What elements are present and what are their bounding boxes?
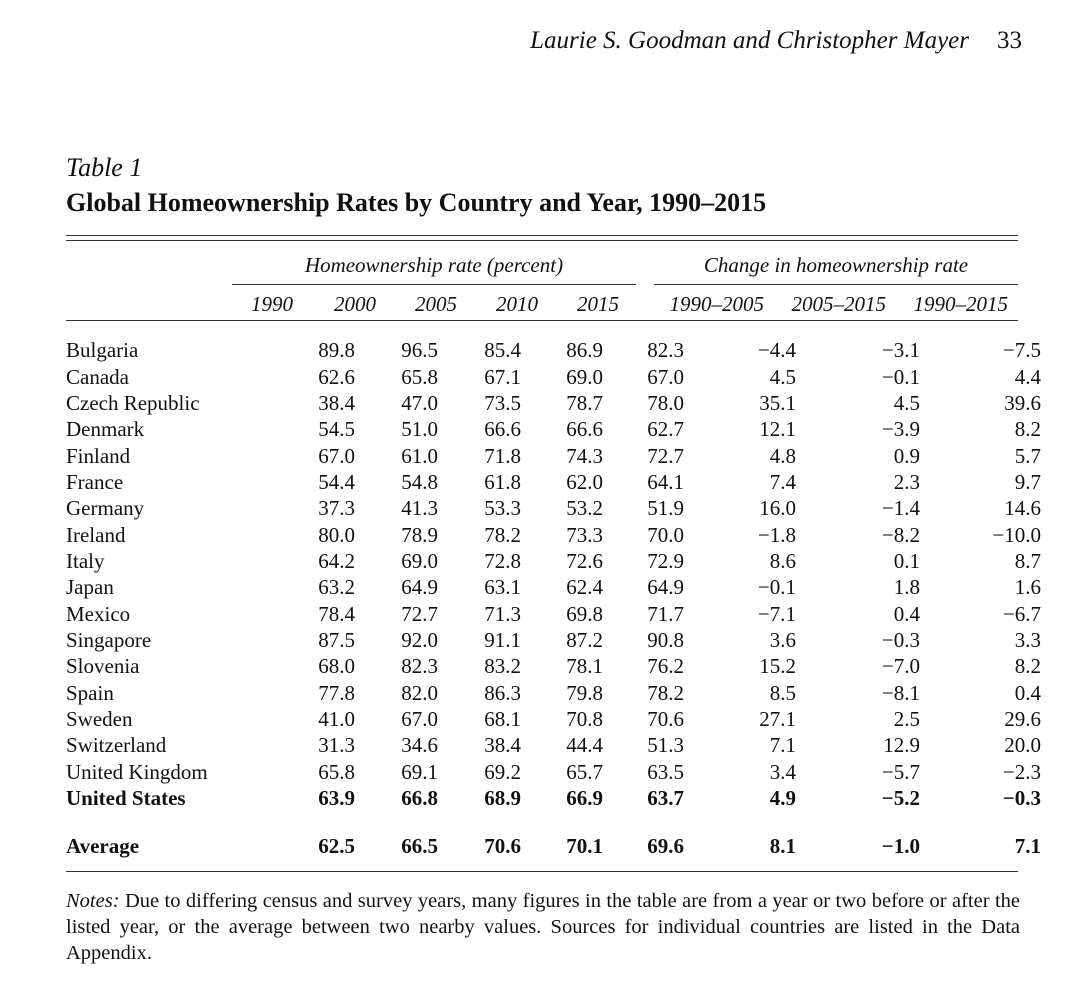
value-cell: 39.6 bbox=[1004, 390, 1041, 415]
value-cell: 38.4 bbox=[484, 733, 521, 758]
value-cell: 78.9 bbox=[401, 522, 438, 547]
table-row bbox=[66, 521, 1041, 547]
value-cell: −7.0 bbox=[881, 654, 920, 679]
value-cell: 7.1 bbox=[1014, 834, 1041, 859]
country-cell: Bulgaria bbox=[66, 338, 139, 363]
value-cell: 89.8 bbox=[318, 338, 355, 363]
value-cell: 70.6 bbox=[484, 834, 521, 859]
value-cell: 14.6 bbox=[1004, 496, 1041, 521]
table-title: Global Homeownership Rates by Country and Year, 1990–2015 bbox=[66, 188, 767, 217]
value-cell: 8.5 bbox=[769, 680, 796, 705]
value-cell: 64.9 bbox=[401, 575, 438, 600]
value-cell: 67.0 bbox=[401, 706, 438, 731]
value-cell: 4.9 bbox=[769, 786, 796, 811]
value-cell: 51.0 bbox=[401, 417, 438, 442]
value-cell: 73.5 bbox=[484, 390, 521, 415]
notes-label: Notes: bbox=[66, 890, 120, 912]
value-cell: 76.2 bbox=[647, 654, 684, 679]
value-cell: 65.8 bbox=[401, 364, 438, 389]
value-cell: 66.6 bbox=[566, 417, 603, 442]
value-cell: 69.8 bbox=[566, 601, 603, 626]
country-cell: Average bbox=[66, 834, 140, 859]
value-cell: 63.9 bbox=[318, 786, 355, 811]
value-cell: 65.7 bbox=[566, 759, 603, 784]
value-cell: 66.9 bbox=[566, 786, 603, 811]
value-cell: 37.3 bbox=[318, 496, 355, 521]
value-cell: −8.2 bbox=[881, 522, 920, 547]
value-cell: 51.9 bbox=[647, 496, 684, 521]
value-cell: 64.2 bbox=[318, 548, 355, 573]
column-header: 2015 bbox=[577, 292, 619, 316]
value-cell: 8.2 bbox=[1014, 654, 1041, 679]
table-row bbox=[66, 653, 1041, 679]
value-cell: 63.1 bbox=[484, 575, 521, 600]
value-cell: 61.0 bbox=[401, 443, 438, 468]
value-cell: 92.0 bbox=[401, 627, 438, 652]
table-row bbox=[66, 337, 1041, 363]
value-cell: 62.5 bbox=[318, 834, 355, 859]
value-cell: 82.3 bbox=[647, 338, 684, 363]
country-cell: United States bbox=[66, 786, 186, 811]
value-cell: 16.0 bbox=[759, 496, 796, 521]
value-cell: −0.1 bbox=[757, 575, 796, 600]
value-cell: 82.3 bbox=[401, 654, 438, 679]
value-cell: 80.0 bbox=[318, 522, 355, 547]
value-cell: 91.1 bbox=[484, 627, 521, 652]
value-cell: 66.6 bbox=[484, 417, 521, 442]
value-cell: 74.3 bbox=[566, 443, 603, 468]
value-cell: 67.0 bbox=[318, 443, 355, 468]
value-cell: 71.7 bbox=[647, 601, 684, 626]
value-cell: 62.4 bbox=[566, 575, 603, 600]
column-header: 1990–2005 bbox=[669, 292, 764, 316]
value-cell: −4.4 bbox=[757, 338, 796, 363]
value-cell: 71.3 bbox=[484, 601, 521, 626]
value-cell: 54.4 bbox=[318, 469, 355, 494]
value-cell: 78.1 bbox=[566, 654, 603, 679]
top-rule-1 bbox=[66, 235, 1018, 236]
value-cell: 64.9 bbox=[647, 575, 684, 600]
value-cell: 8.2 bbox=[1014, 417, 1041, 442]
country-cell: France bbox=[66, 469, 124, 494]
value-cell: −7.5 bbox=[1002, 338, 1041, 363]
value-cell: 12.1 bbox=[759, 417, 796, 442]
value-cell: 7.1 bbox=[769, 733, 796, 758]
value-cell: 69.2 bbox=[484, 759, 521, 784]
value-cell: 78.0 bbox=[647, 390, 684, 415]
value-cell: 3.3 bbox=[1014, 627, 1041, 652]
country-cell: Italy bbox=[66, 548, 105, 573]
value-cell: 83.2 bbox=[484, 654, 521, 679]
value-cell: 41.3 bbox=[401, 496, 438, 521]
value-cell: −2.3 bbox=[1002, 759, 1041, 784]
value-cell: 72.7 bbox=[401, 601, 438, 626]
value-cell: 1.8 bbox=[893, 575, 920, 600]
column-header: 1990 bbox=[251, 292, 293, 316]
value-cell: 69.0 bbox=[401, 548, 438, 573]
group-rule-rate bbox=[232, 284, 636, 285]
value-cell: 4.4 bbox=[1014, 364, 1041, 389]
value-cell: 66.8 bbox=[401, 786, 438, 811]
table-row bbox=[66, 416, 1041, 442]
value-cell: 62.6 bbox=[318, 364, 355, 389]
value-cell: 70.1 bbox=[566, 834, 603, 859]
value-cell: 34.6 bbox=[401, 733, 438, 758]
table-row bbox=[66, 600, 1041, 626]
table-row bbox=[66, 574, 1041, 600]
value-cell: −3.9 bbox=[881, 417, 920, 442]
value-cell: 54.8 bbox=[401, 469, 438, 494]
value-cell: 69.1 bbox=[401, 759, 438, 784]
value-cell: 47.0 bbox=[401, 390, 438, 415]
value-cell: 90.8 bbox=[647, 627, 684, 652]
running-head-authors: Laurie S. Goodman and Christopher Mayer bbox=[530, 27, 969, 54]
value-cell: 8.6 bbox=[769, 548, 796, 573]
country-cell: Germany bbox=[66, 496, 145, 521]
country-cell: Spain bbox=[66, 680, 114, 705]
value-cell: 63.7 bbox=[647, 786, 684, 811]
value-cell: 0.1 bbox=[893, 548, 920, 573]
notes-text: Due to differing census and survey years, many figures in the table are from a year or two before or after the listed year, or the average between two nearby values. Sources for individual countries are listed in the Data Appendix. bbox=[66, 890, 1021, 964]
value-cell: −1.0 bbox=[881, 834, 920, 859]
value-cell: −0.3 bbox=[881, 627, 920, 652]
value-cell: 78.2 bbox=[484, 522, 521, 547]
value-cell: 8.7 bbox=[1014, 548, 1041, 573]
country-cell: Switzerland bbox=[66, 733, 167, 758]
country-cell: Ireland bbox=[66, 522, 126, 547]
value-cell: 12.9 bbox=[883, 733, 920, 758]
column-header: 2005 bbox=[415, 292, 457, 316]
value-cell: 29.6 bbox=[1004, 706, 1041, 731]
value-cell: 70.0 bbox=[647, 522, 684, 547]
value-cell: 5.7 bbox=[1014, 443, 1041, 468]
table-row bbox=[66, 495, 1041, 521]
value-cell: 35.1 bbox=[759, 390, 796, 415]
value-cell: 2.5 bbox=[893, 706, 920, 731]
page-number: 33 bbox=[997, 27, 1022, 54]
value-cell: 66.5 bbox=[401, 834, 438, 859]
value-cell: 64.1 bbox=[647, 469, 684, 494]
value-cell: 85.4 bbox=[484, 338, 521, 363]
value-cell: 68.1 bbox=[484, 706, 521, 731]
value-cell: 31.3 bbox=[318, 733, 355, 758]
value-cell: 68.9 bbox=[484, 786, 521, 811]
group-header-rate: Homeownership rate (percent) bbox=[304, 253, 564, 277]
table-row bbox=[66, 390, 1041, 416]
value-cell: 65.8 bbox=[318, 759, 355, 784]
value-cell: −8.1 bbox=[881, 680, 920, 705]
country-cell: Canada bbox=[66, 364, 129, 389]
country-cell: United Kingdom bbox=[66, 759, 208, 784]
running-head bbox=[530, 27, 1022, 55]
value-cell: 4.8 bbox=[769, 443, 796, 468]
value-cell: 44.4 bbox=[566, 733, 603, 758]
table-row bbox=[66, 363, 1041, 389]
value-cell: 9.7 bbox=[1014, 469, 1041, 494]
value-cell: 62.0 bbox=[566, 469, 603, 494]
value-cell: 69.0 bbox=[566, 364, 603, 389]
value-cell: 1.6 bbox=[1014, 575, 1041, 600]
value-cell: 77.8 bbox=[318, 680, 355, 705]
country-cell: Sweden bbox=[66, 706, 133, 731]
value-cell: −6.7 bbox=[1002, 601, 1041, 626]
value-cell: 86.9 bbox=[566, 338, 603, 363]
value-cell: 67.0 bbox=[647, 364, 684, 389]
value-cell: 53.3 bbox=[484, 496, 521, 521]
country-cell: Slovenia bbox=[66, 654, 140, 679]
value-cell: 4.5 bbox=[769, 364, 796, 389]
value-cell: 3.6 bbox=[769, 627, 796, 652]
value-cell: 70.6 bbox=[647, 706, 684, 731]
value-cell: 61.8 bbox=[484, 469, 521, 494]
table-row bbox=[66, 679, 1041, 705]
value-cell: 54.5 bbox=[318, 417, 355, 442]
country-cell: Mexico bbox=[66, 601, 131, 626]
value-cell: −0.3 bbox=[1002, 786, 1041, 811]
table-row-united-states bbox=[66, 785, 1041, 811]
value-cell: 63.2 bbox=[318, 575, 355, 600]
value-cell: −3.1 bbox=[881, 338, 920, 363]
value-cell: 51.3 bbox=[647, 733, 684, 758]
column-header: 2000 bbox=[334, 292, 376, 316]
group-header-change: Change in homeownership rate bbox=[703, 253, 969, 277]
value-cell: 2.3 bbox=[893, 469, 920, 494]
column-header: 1990–2015 bbox=[913, 292, 1008, 316]
value-cell: 86.3 bbox=[484, 680, 521, 705]
value-cell: 78.7 bbox=[566, 390, 603, 415]
value-cell: 38.4 bbox=[318, 390, 355, 415]
value-cell: 3.4 bbox=[769, 759, 796, 784]
table-row bbox=[66, 469, 1041, 495]
value-cell: 7.4 bbox=[769, 469, 796, 494]
value-cell: 69.6 bbox=[647, 834, 684, 859]
group-rule-change bbox=[654, 284, 1018, 285]
table-row bbox=[66, 627, 1041, 653]
value-cell: 71.8 bbox=[484, 443, 521, 468]
homeownership-table bbox=[66, 337, 1041, 860]
value-cell: 73.3 bbox=[566, 522, 603, 547]
value-cell: 68.0 bbox=[318, 654, 355, 679]
value-cell: 27.1 bbox=[759, 706, 796, 731]
value-cell: −5.2 bbox=[881, 786, 920, 811]
value-cell: 8.1 bbox=[769, 834, 796, 859]
table-row bbox=[66, 442, 1041, 468]
value-cell: 15.2 bbox=[759, 654, 796, 679]
column-header: 2005–2015 bbox=[791, 292, 886, 316]
value-cell: 0.4 bbox=[893, 601, 920, 626]
table-row-average bbox=[66, 833, 1041, 859]
value-cell: −1.4 bbox=[881, 496, 920, 521]
table-row bbox=[66, 706, 1041, 732]
value-cell: 62.7 bbox=[647, 417, 684, 442]
value-cell: 67.1 bbox=[484, 364, 521, 389]
value-cell: 70.8 bbox=[566, 706, 603, 731]
value-cell: 78.4 bbox=[318, 601, 355, 626]
table-row bbox=[66, 759, 1041, 785]
value-cell: 87.2 bbox=[566, 627, 603, 652]
value-cell: 20.0 bbox=[1004, 733, 1041, 758]
value-cell: −10.0 bbox=[992, 522, 1041, 547]
country-cell: Japan bbox=[66, 575, 114, 600]
value-cell: 41.0 bbox=[318, 706, 355, 731]
table-notes bbox=[66, 888, 1020, 966]
value-cell: 0.9 bbox=[893, 443, 920, 468]
value-cell: −0.1 bbox=[881, 364, 920, 389]
value-cell: 72.7 bbox=[647, 443, 684, 468]
table-label: Table 1 bbox=[66, 153, 143, 182]
country-cell: Denmark bbox=[66, 417, 145, 442]
country-cell: Czech Republic bbox=[66, 390, 200, 415]
value-cell: 4.5 bbox=[893, 390, 920, 415]
table-row bbox=[66, 548, 1041, 574]
value-cell: 53.2 bbox=[566, 496, 603, 521]
value-cell: 79.8 bbox=[566, 680, 603, 705]
value-cell: 78.2 bbox=[647, 680, 684, 705]
value-cell: 87.5 bbox=[318, 627, 355, 652]
table-row bbox=[66, 732, 1041, 758]
country-cell: Finland bbox=[66, 443, 131, 468]
bottom-rule bbox=[66, 871, 1018, 872]
value-cell: 82.0 bbox=[401, 680, 438, 705]
country-cell: Singapore bbox=[66, 627, 152, 652]
value-cell: 0.4 bbox=[1014, 680, 1041, 705]
header-rule bbox=[66, 320, 1018, 321]
value-cell: 72.6 bbox=[566, 548, 603, 573]
value-cell: −1.8 bbox=[757, 522, 796, 547]
value-cell: −5.7 bbox=[881, 759, 920, 784]
value-cell: 72.8 bbox=[484, 548, 521, 573]
top-rule-2 bbox=[66, 240, 1018, 241]
value-cell: 72.9 bbox=[647, 548, 684, 573]
value-cell: 63.5 bbox=[647, 759, 684, 784]
spacer-row bbox=[66, 811, 1041, 833]
value-cell: 96.5 bbox=[401, 338, 438, 363]
column-header: 2010 bbox=[496, 292, 538, 316]
value-cell: −7.1 bbox=[757, 601, 796, 626]
